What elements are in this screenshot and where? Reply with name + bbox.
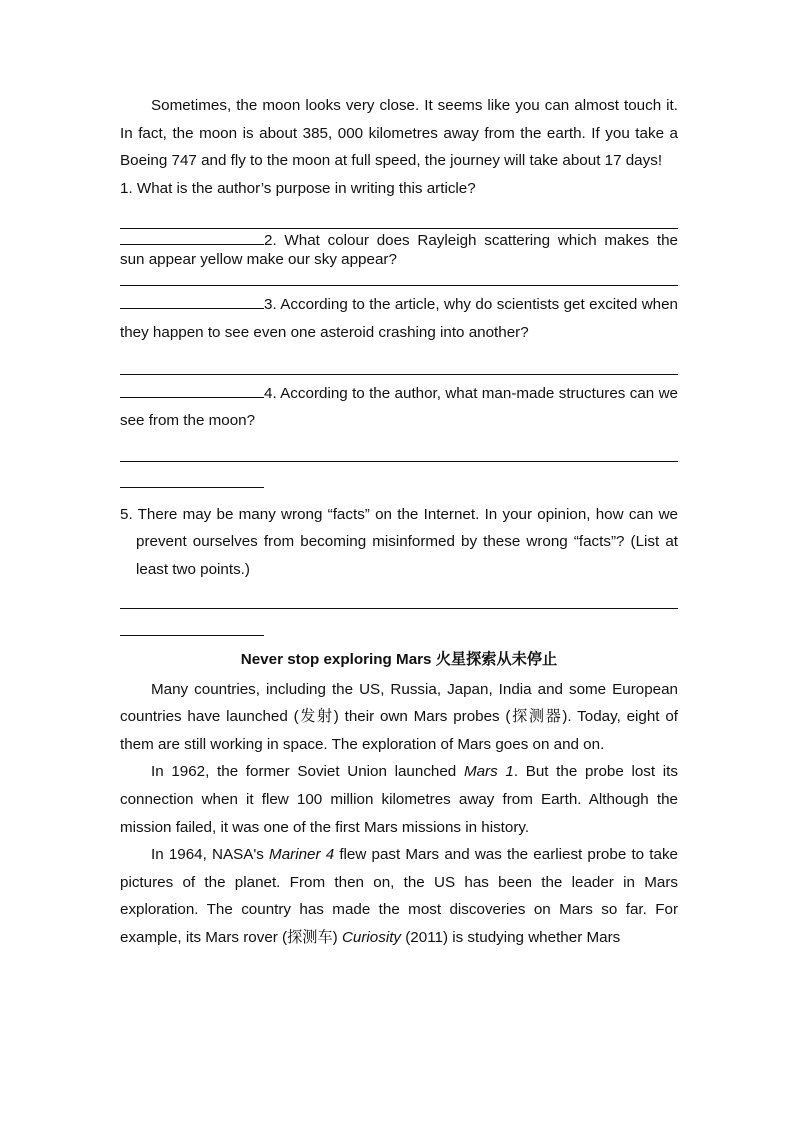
document-page bbox=[120, 92, 678, 951]
answer-line-5-tail[interactable] bbox=[120, 619, 264, 636]
p3-text-b: flew past Mars and was the earliest probe to take pictures of the planet. From then on, the US has been the leader in Mars exploration. The country has made the most discoveries on Mars so far. For example, its Mars rover (探测车) bbox=[120, 846, 678, 946]
article-title: Never stop exploring Mars 火星探索从未停止 bbox=[240, 650, 558, 668]
question-3: 3. According to the article, why do scientists get excited when they happen to see even one asteroid crashing into another? bbox=[120, 296, 678, 341]
moon-paragraph: Sometimes, the moon looks very close. It seems like you can almost touch it. In fact, the moon is about 385, 000 kilometres away from the earth. If you take a Boeing 747 and fly to the moon at full speed, the journey will take about 17 days! bbox=[120, 97, 678, 170]
question-1: 1. What is the author’s purpose in writing this article? bbox=[120, 179, 476, 197]
p2-text-b: . But the probe lost its connection when it flew 100 million kilometres away from Earth. Although the mission failed, it was one of the first Mars missions in history. bbox=[120, 763, 678, 836]
article-paragraph-1: Many countries, including the US, Russia, Japan, India and some European countries have launched (发射) their own Mars probes (探测器). Today, eight of them are still working in space. The exploration of Mars goes on and on. bbox=[120, 680, 678, 753]
p3-text-a: In 1964, NASA's bbox=[151, 846, 270, 864]
answer-line-2[interactable] bbox=[120, 285, 678, 286]
answer-line-4-tail[interactable] bbox=[120, 472, 264, 488]
answer-line-2-tail[interactable] bbox=[120, 294, 264, 309]
question-3-block bbox=[120, 291, 678, 346]
p2-text-a: In 1962, the former Soviet Union launched bbox=[151, 763, 464, 781]
answer-line-3-tail[interactable] bbox=[120, 383, 264, 398]
answer-line-1[interactable] bbox=[120, 228, 678, 229]
question-2-block bbox=[120, 230, 678, 269]
answer-line-3[interactable] bbox=[120, 374, 678, 375]
p3-text-c: (2011) is studying whether Mars bbox=[401, 928, 621, 946]
mars-1-title: Mars 1 bbox=[463, 763, 514, 781]
article-paragraph-2 bbox=[120, 758, 678, 841]
mariner-4-title: Mariner 4 bbox=[269, 846, 335, 864]
question-2: 2. What colour does Rayleigh scattering which makes the sun appear yellow make our sky appear? bbox=[120, 232, 678, 269]
answer-line-1-tail[interactable] bbox=[120, 230, 264, 245]
curiosity-title: Curiosity bbox=[341, 928, 402, 946]
question-4: 4. According to the author, what man-made structures can we see from the moon? bbox=[120, 384, 678, 430]
question-5: 5. There may be many wrong “facts” on the Internet. In your opinion, how can we prevent ourselves from becoming misinformed by these wrong “facts”? (List at least two points.) bbox=[120, 505, 678, 578]
article-paragraph-3 bbox=[120, 841, 678, 951]
question-4-block bbox=[120, 380, 678, 435]
